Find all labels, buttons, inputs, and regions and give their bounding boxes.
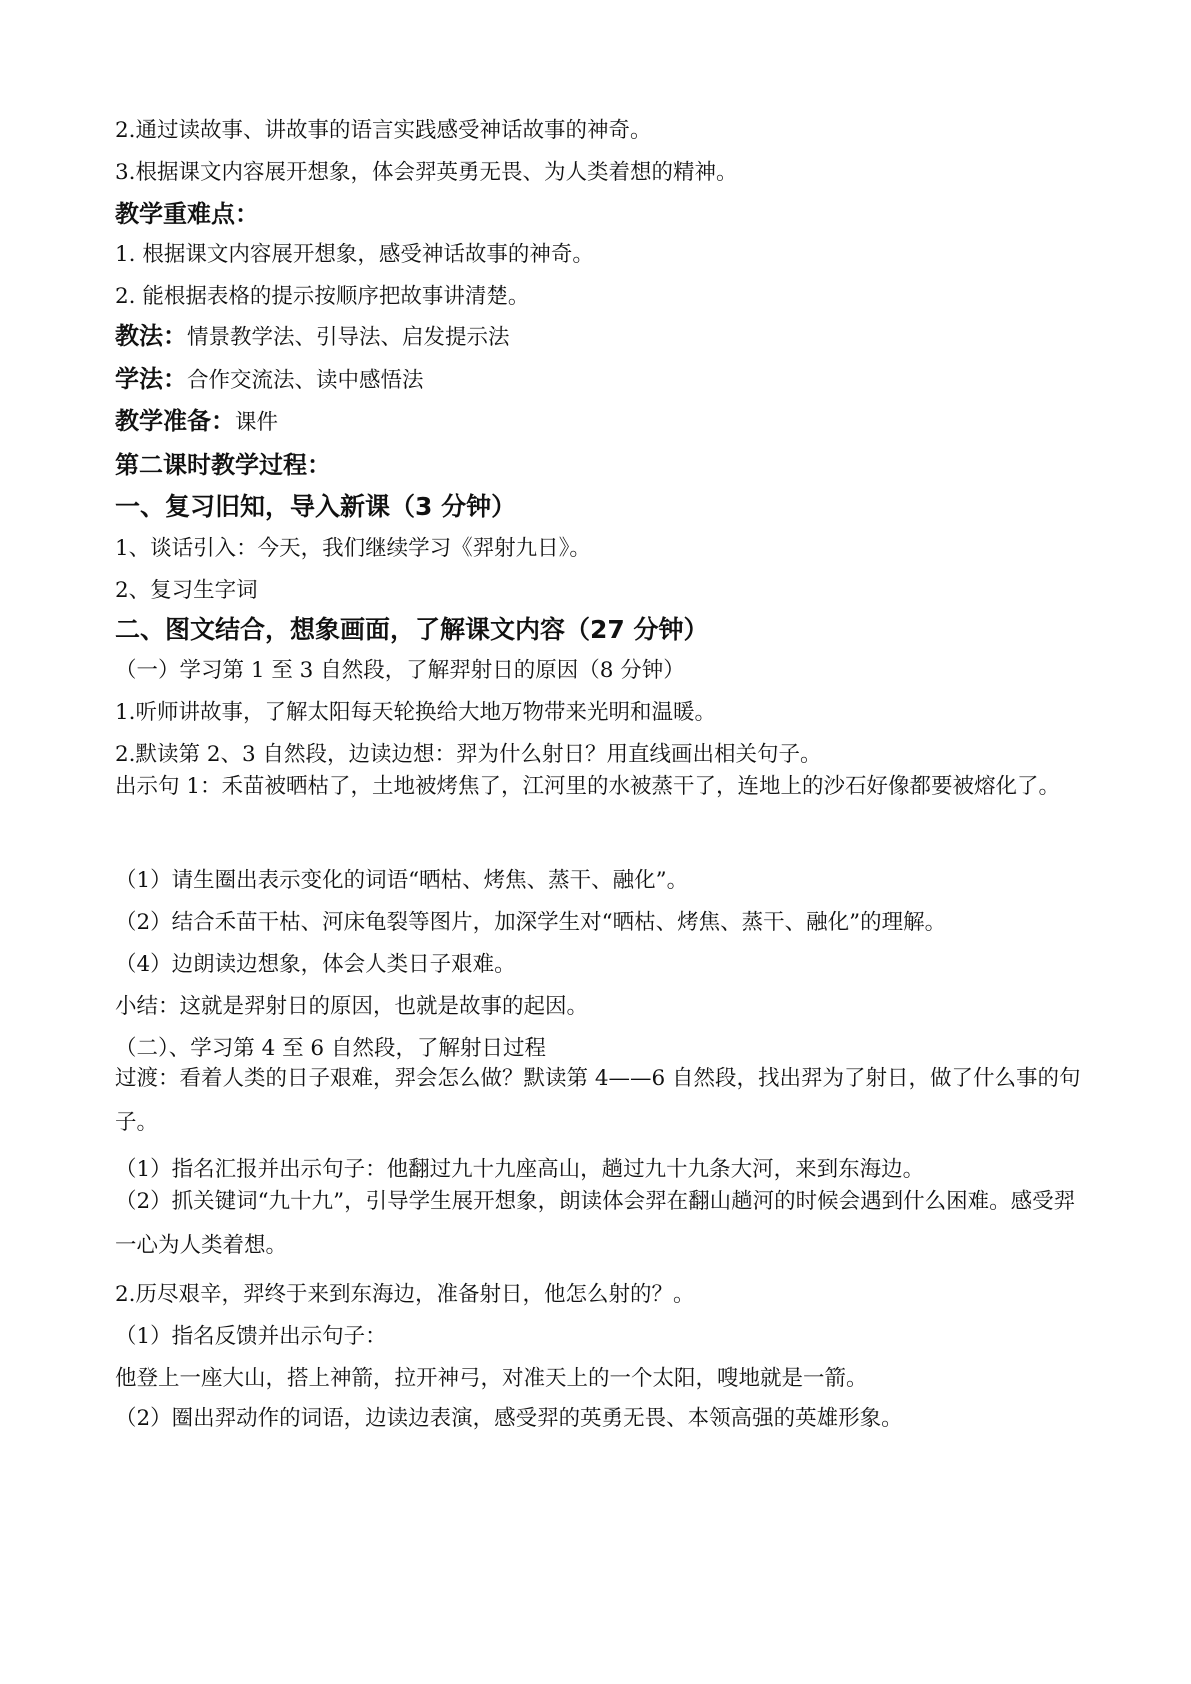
example-sentence-1: 出示句 1：禾苗被晒枯了，土地被烤焦了，江河里的水被蒸干了，连地上的沙石好像都要被熔化了。 <box>115 774 1061 799</box>
heading-part-2: 二、图文结合，想象画面，了解课文内容（27 分钟） <box>115 615 709 644</box>
teaching-method-label: 教法： <box>115 322 187 350</box>
section-1-step-2: 2.默读第 2、3 自然段，边读边想：羿为什么射日？用直线画出相关句子。 <box>115 742 822 767</box>
learning-method-label: 学法： <box>115 365 187 393</box>
teaching-preparation-label: 教学准备： <box>115 407 235 435</box>
heading-key-points: 教学重难点： <box>115 200 259 228</box>
feedback-step: （1）指名反馈并出示句子： <box>115 1324 387 1349</box>
section-2-step-3: 2.历尽艰辛，羿终于来到东海边，准备射日，他怎么射的？。 <box>115 1282 695 1307</box>
teaching-method-value: 情景教学法、引导法、启发提示法 <box>187 325 510 350</box>
summary: 小结：这就是羿射日的原因，也就是故事的起因。 <box>115 994 589 1019</box>
section-2-title: （二）、学习第 4 至 6 自然段，了解射日过程 <box>115 1036 546 1061</box>
section-2-step-1: （1）指名汇报并出示句子：他翻过九十九座高山，趟过九十九条大河，来到东海边。 <box>115 1157 925 1182</box>
learning-method-value: 合作交流法、读中感悟法 <box>187 368 424 393</box>
step-circle-words: （1）请生圈出表示变化的词语“晒枯、烤焦、蒸干、融化”。 <box>115 868 689 893</box>
step-pictures: （2）结合禾苗干枯、河床龟裂等图片，加深学生对“晒枯、烤焦、蒸干、融化”的理解。 <box>115 910 947 935</box>
step-read-imagine: （4）边朗读边想象，体会人类日子艰难。 <box>115 952 516 977</box>
heading-part-1: 一、复习旧知，导入新课（3 分钟） <box>115 492 517 521</box>
section-1-title: （一）学习第 1 至 3 自然段，了解羿射日的原因（8 分钟） <box>115 658 685 683</box>
part1-item-2: 2、复习生字词 <box>115 578 258 603</box>
example-sentence-2: 他登上一座大山，搭上神箭，拉开神弓，对准天上的一个太阳，嗖地就是一箭。 <box>115 1366 868 1391</box>
teaching-method <box>115 321 1095 353</box>
learning-method <box>115 364 1095 396</box>
objective-2: 2.通过读故事、讲故事的语言实践感受神话故事的神奇。 <box>115 118 652 143</box>
teaching-preparation <box>115 406 1095 438</box>
section-1-step-1: 1.听师讲故事，了解太阳每天轮换给大地万物带来光明和温暖。 <box>115 700 717 725</box>
key-point-1: 1. 根据课文内容展开想象，感受神话故事的神奇。 <box>115 242 594 267</box>
section-2-step-2: （2）抓关键词“九十九”，引导学生展开想象，朗读体会羿在翻山趟河的时候会遇到什么困难。感受羿一心为人类着想。 <box>115 1189 1076 1258</box>
part1-item-1: 1、谈话引入：今天，我们继续学习《羿射九日》。 <box>115 536 591 561</box>
objective-3: 3.根据课文内容展开想象，体会羿英勇无畏、为人类着想的精神。 <box>115 160 738 185</box>
key-point-2: 2. 能根据表格的提示按顺序把故事讲清楚。 <box>115 284 530 309</box>
circle-action-words: （2）圈出羿动作的词语，边读边表演，感受羿的英勇无畏、本领高强的英雄形象。 <box>115 1406 903 1431</box>
heading-process: 第二课时教学过程： <box>115 451 331 479</box>
transition: 过渡：看着人类的日子艰难，羿会怎么做？默读第 4——6 自然段，找出羿为了射日，做了什么事的句子。 <box>115 1066 1081 1135</box>
teaching-preparation-value: 课件 <box>235 410 279 435</box>
